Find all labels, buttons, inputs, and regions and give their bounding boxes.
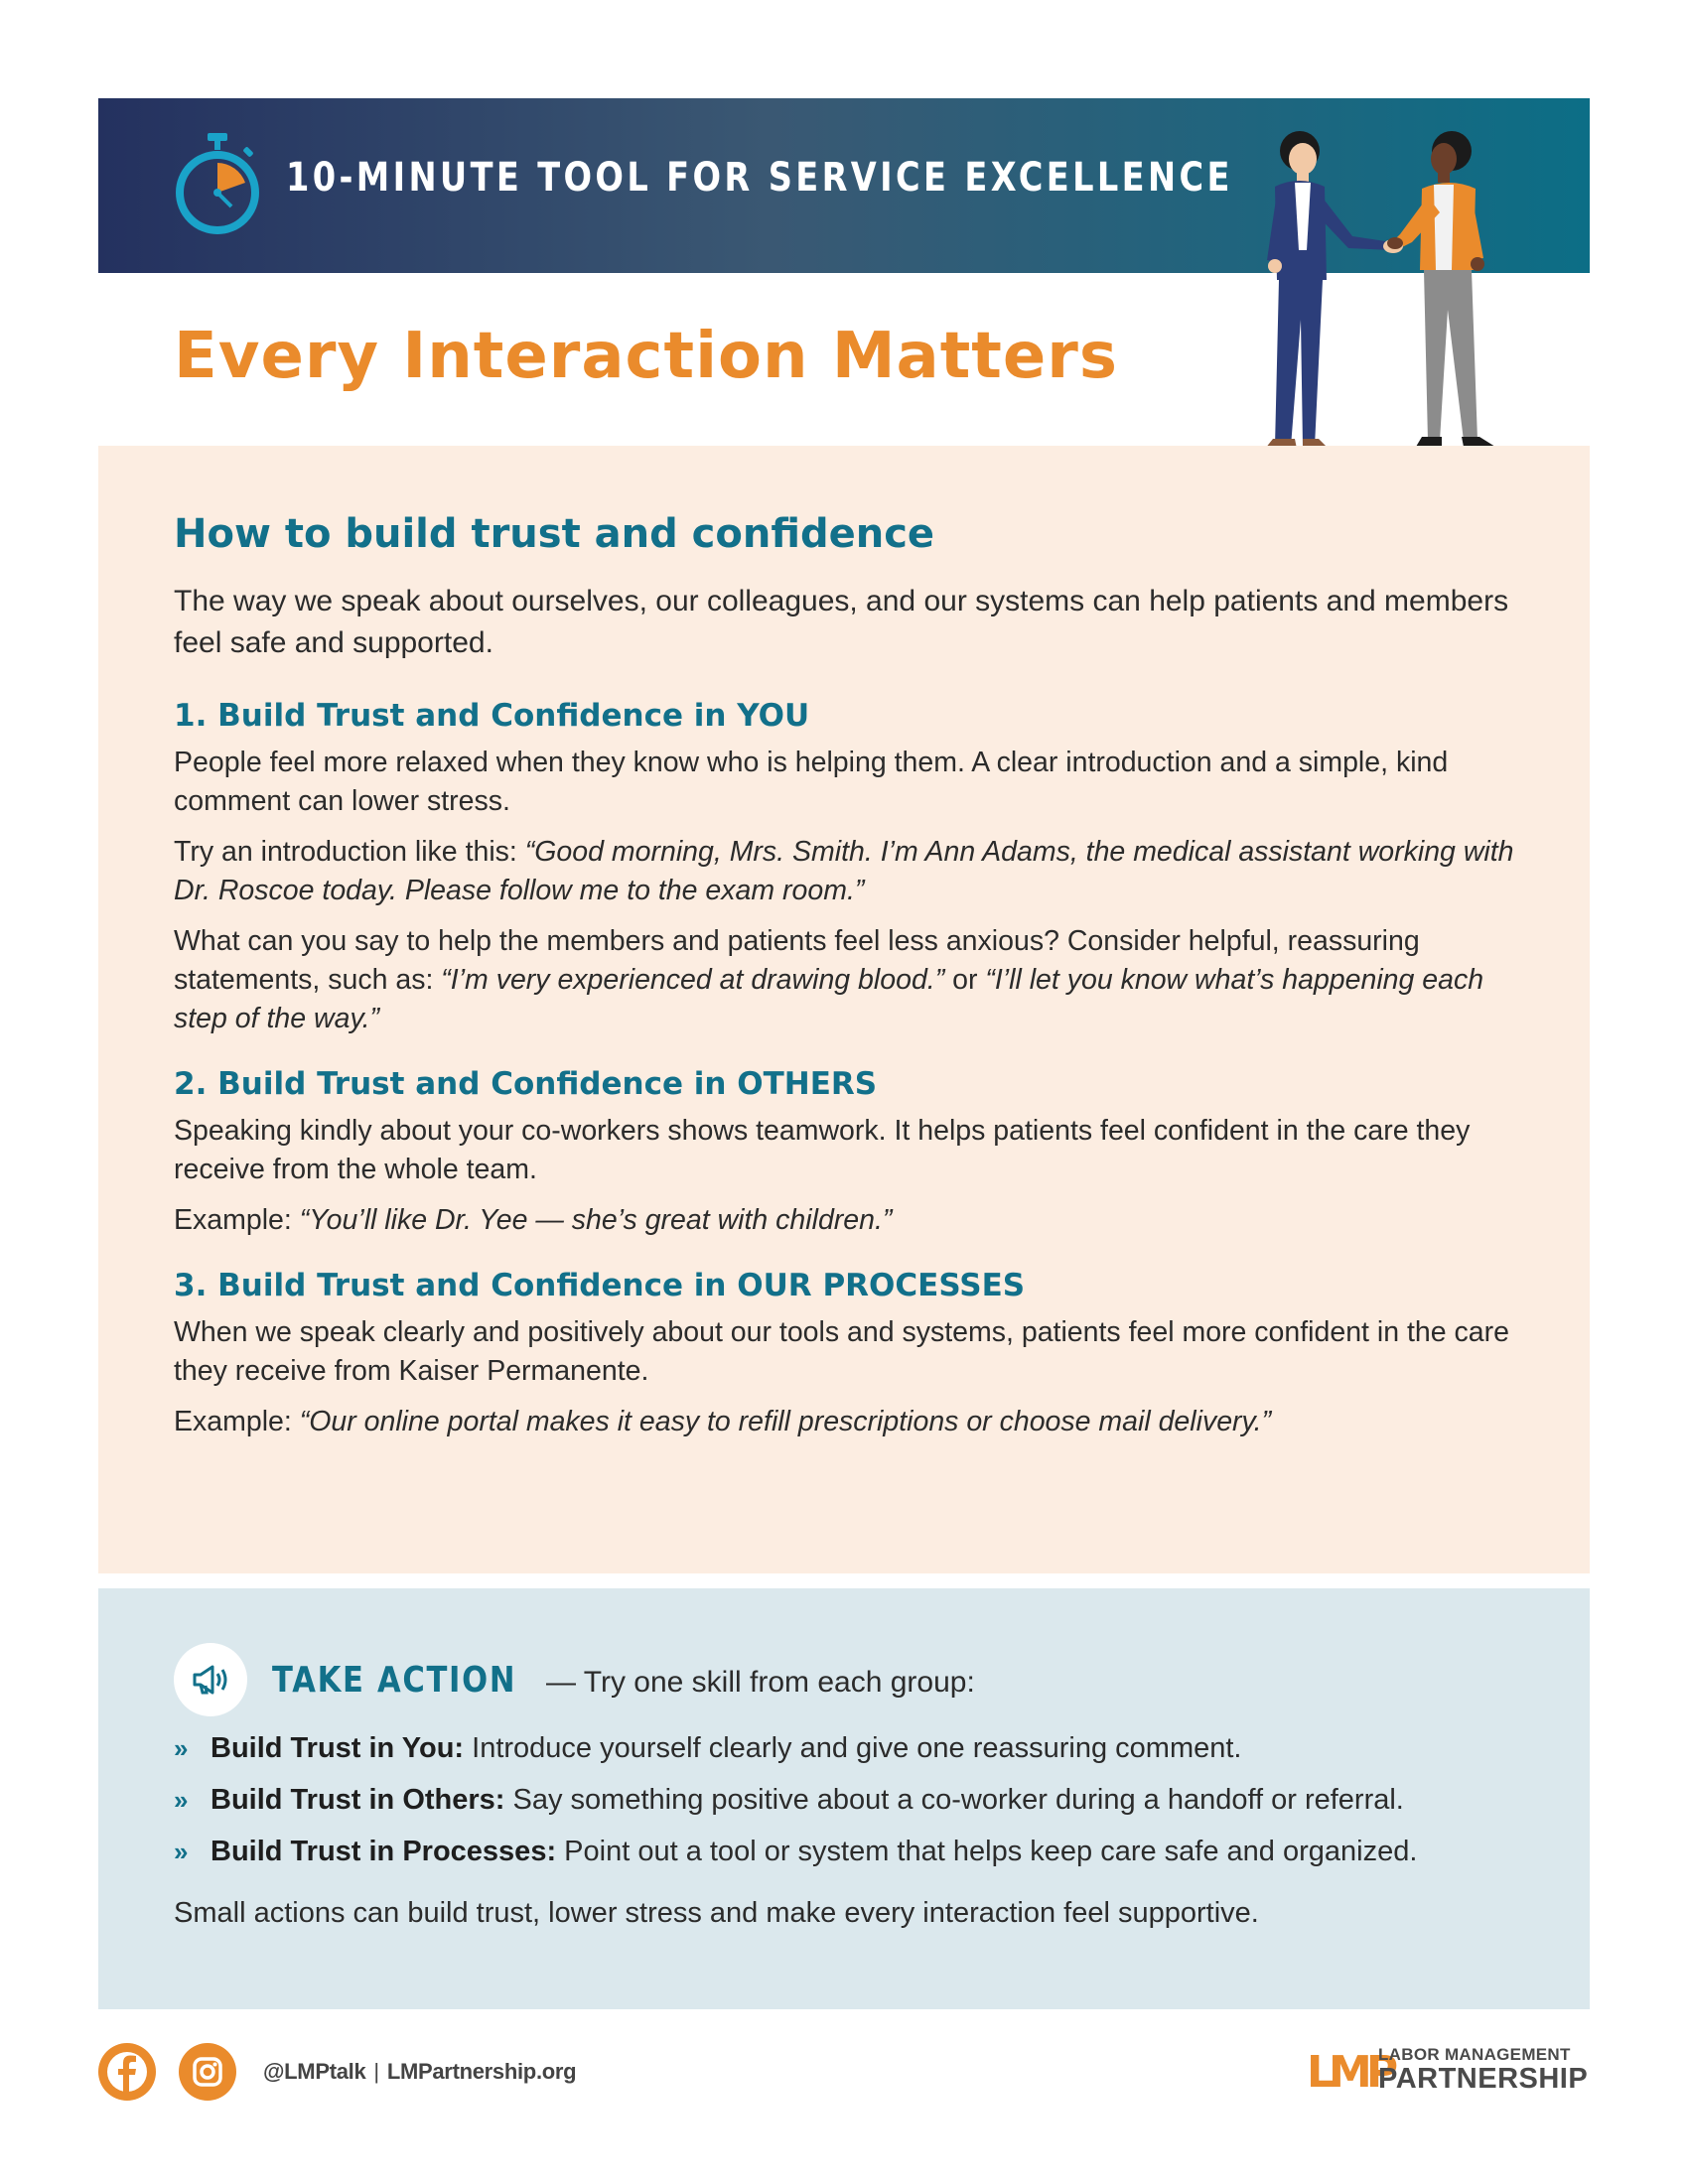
paragraph (174, 922, 1524, 1038)
take-action-subtitle: — Try one skill from each group: (537, 1666, 975, 1699)
connector-text: or (944, 964, 986, 996)
paragraph-lead: Example: (174, 1204, 300, 1236)
list-item (174, 1729, 1564, 1767)
example-quote: “I’ll let you know what’s happening each step of the way.” (174, 964, 1484, 1034)
paragraph (174, 1403, 1524, 1441)
subsection-heading: 2. Build Trust and Confidence in OTHERS (174, 1066, 878, 1102)
list-item (174, 1781, 1564, 1819)
social-handle-link[interactable]: @LMPtalk (263, 2059, 366, 2084)
bullet: » (174, 1785, 189, 1815)
item-label: Build Trust in Others: (211, 1784, 505, 1816)
paragraph (174, 833, 1524, 910)
section-heading: How to build trust and confidence (174, 511, 935, 557)
paragraph-lead: Example: (174, 1406, 300, 1437)
example-quote: “You’ll like Dr. Yee — she’s great with children.” (299, 1204, 893, 1236)
item-label: Build Trust in Processes: (211, 1836, 557, 1867)
subsection-heading: 1. Build Trust and Confidence in YOU (174, 698, 810, 734)
separator: | (373, 2059, 379, 2084)
stopwatch-icon (170, 131, 265, 238)
footer-links (263, 2059, 576, 2085)
subsection-heading: 3. Build Trust and Confidence in OUR PROCESSES (174, 1268, 1026, 1303)
page-title: Every Interaction Matters (174, 320, 1118, 393)
logo-text-line2: PARTNERSHIP (1378, 2063, 1589, 2095)
example-quote: “Our online portal makes it easy to refill prescriptions or choose mail delivery.” (299, 1406, 1272, 1437)
item-text: Introduce yourself clearly and give one reassuring comment. (464, 1732, 1242, 1764)
list-item (174, 1833, 1564, 1870)
logo-text-line1: LABOR MANAGEMENT (1378, 2045, 1571, 2064)
paragraph: Speaking kindly about your co-workers shows teamwork. It helps patients feel confident in the care they receive from the whole team. (174, 1115, 1471, 1185)
item-text: Point out a tool or system that helps keep care safe and organized. (556, 1836, 1418, 1867)
paragraph-lead: What can you say to help the members and patients feel less anxious? Consider helpful, reassuring statements, such as: (174, 925, 1420, 996)
instagram-icon[interactable] (179, 2043, 236, 2101)
item-label: Build Trust in You: (211, 1732, 465, 1764)
lmp-logo-mark (1307, 2043, 1393, 2098)
closing-statement: Small actions can build trust, lower stress and make every interaction feel supportive. (174, 1897, 1259, 1929)
content-body (174, 511, 1524, 1469)
intro-paragraph: The way we speak about ourselves, our colleagues, and our systems can help patients and members feel safe and supported. (174, 585, 1509, 659)
handshake-illustration (1253, 131, 1521, 451)
example-quote: “Good morning, Mrs. Smith. I’m Ann Adams, the medical assistant working with Dr. Roscoe today. Please follow me to the exam room.” (174, 836, 1514, 906)
section-trust-others (174, 1066, 1524, 1240)
website-link[interactable]: LMPartnership.org (386, 2059, 577, 2084)
take-action-header (272, 1660, 975, 1701)
paragraph-lead: Try an introduction like this: (174, 836, 525, 868)
bullet: » (174, 1837, 189, 1866)
action-list (174, 1729, 1564, 1884)
banner-title: 10-MINUTE TOOL FOR SERVICE EXCELLENCE (286, 155, 1233, 201)
svg-text:LMP: LMP (1307, 2047, 1393, 2098)
section-trust-processes (174, 1268, 1524, 1441)
megaphone-icon (174, 1643, 247, 1716)
item-text: Say something positive about a co-worker during a handoff or referral. (504, 1784, 1404, 1816)
bullet: » (174, 1733, 189, 1763)
take-action-label: TAKE ACTION (272, 1660, 517, 1701)
paragraph: People feel more relaxed when they know who is helping them. A clear introduction and a simple, kind comment can lower stress. (174, 747, 1449, 817)
lmp-logo (1307, 2039, 1595, 2103)
section-trust-you (174, 698, 1524, 1038)
facebook-icon[interactable] (98, 2043, 156, 2101)
example-quote: “I’m very experienced at drawing blood.” (441, 964, 945, 996)
paragraph (174, 1201, 1524, 1240)
paragraph: When we speak clearly and positively about our tools and systems, patients feel more confident in the care they receive from Kaiser Permanente. (174, 1316, 1509, 1387)
